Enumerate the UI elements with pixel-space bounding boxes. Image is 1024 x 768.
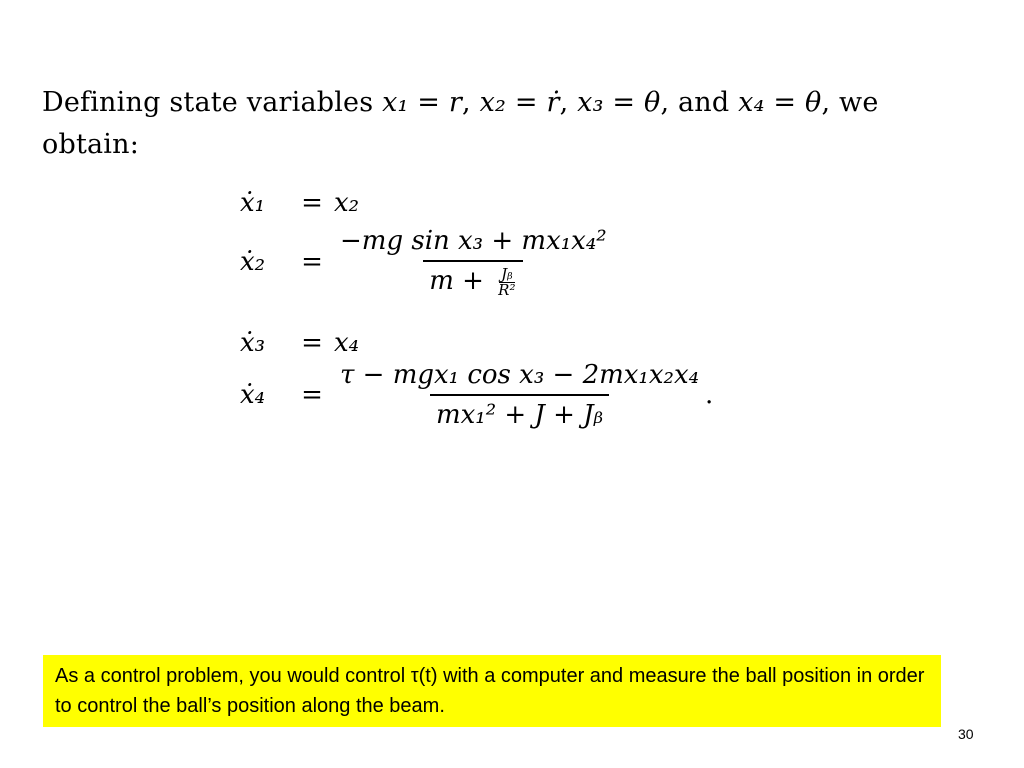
eq2-equals: = [301, 246, 323, 277]
eq2-lhs: ẋ₂ [240, 246, 266, 277]
eq3-equals: = [301, 328, 323, 358]
eq2-numerator: −mg sin x₃ + mx₁x₄² [340, 226, 607, 256]
intro-text: Defining state variables x₁ = r, x₂ = ṙ, x₃ = θ, and x₄ = θ, we obtain: [42, 87, 879, 160]
eq4-equals: = [301, 380, 323, 410]
eq2-inner-denominator: R² [498, 280, 516, 299]
eq2-denominator-main: m + [429, 266, 484, 296]
eq2-denominator [423, 260, 523, 298]
eq4-lhs: ẋ₄ [240, 380, 266, 410]
intro-and: , and [660, 87, 739, 118]
eq1-equals: = [301, 188, 323, 218]
eq1-rhs: x₂ [334, 188, 360, 218]
equation-4 [240, 360, 713, 430]
eq4-denominator: mx₁² + J + Jᵦ [430, 394, 609, 430]
note-text: As a control problem, you would control τ(t) with a computer and measure the ball position in order to control the ball’s position along the beam. [55, 665, 925, 717]
state-def-4: x₄ = θ [738, 87, 822, 118]
state-def-2: x₂ = ṙ [479, 87, 560, 118]
state-def-1: x₁ = r [382, 87, 463, 118]
equation-1 [240, 188, 359, 218]
intro-suffix: , we obtain: [42, 87, 879, 160]
highlighted-note [43, 655, 941, 727]
equation-3 [240, 328, 359, 358]
equation-2 [240, 226, 613, 298]
eq4-fraction [334, 360, 705, 430]
eq2-fraction [334, 226, 613, 298]
intro-prefix: Defining state variables [42, 87, 383, 118]
eq2-inner-numerator: Jᵦ [501, 264, 513, 283]
eq1-lhs: ẋ₁ [240, 188, 266, 218]
page-number: 30 [958, 726, 974, 742]
eq3-lhs: ẋ₃ [240, 328, 266, 358]
eq2-inner-fraction [496, 264, 517, 299]
eq4-numerator: τ − mgx₁ cos x₃ − 2mx₁x₂x₄ [340, 360, 700, 390]
eq4-trailing-period: . [705, 380, 714, 410]
eq3-rhs: x₄ [334, 328, 360, 358]
state-def-3: x₃ = θ [577, 87, 661, 118]
